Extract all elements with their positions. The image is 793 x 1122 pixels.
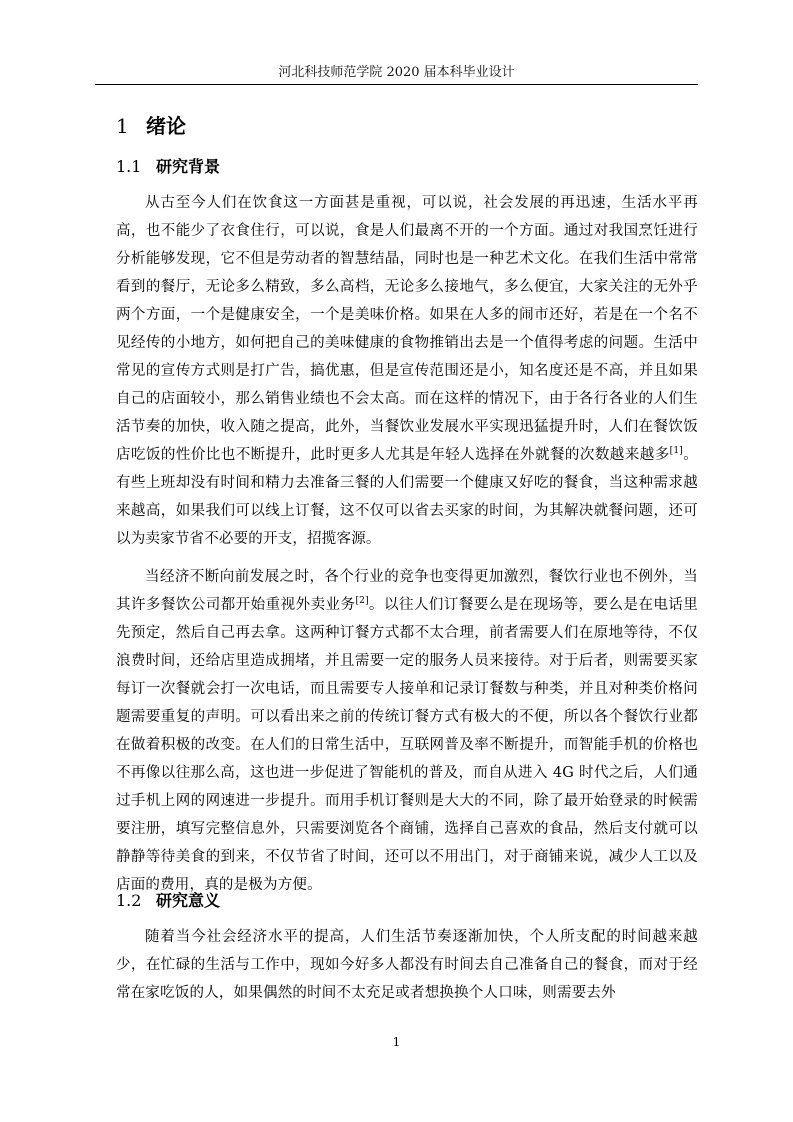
section-title: 研究意义 — [156, 891, 221, 910]
header-rule — [95, 84, 698, 85]
paragraph-text: 当经济不断向前发展之时，各个行业的竞争也变得更加激烈，餐饮行业也不例外，当其许多餐饮公司都开始重视外卖业务 — [116, 569, 698, 613]
paragraph-text: 从古至今人们在饮食这一方面甚是重视，可以说，社会发展的再迅速，生活水平再高，也不能少了衣食住行，可以说，食是人们最离不开的一个方面。通过对我国烹饪进行分析能够发现，它不但是劳动者的智慧结晶，同时也是一种艺术文化。在我们生活中常常看到的餐厅，无论多么精致，多么高档，无论多么接地气，多么便宜，大家关注的无外乎两个方面，一个是健康安全，一个是美味价格。如果在人多的闹市还好，若是在一个名不见经传的小地方，如何把自己的美味健康的食物推销出去是一个值得考虑的问题。生活中常见的宣传方式则是打广告，搞优惠，但是宣传范围还是小，知名度还是不高，并且如果自己的店面较小，那么销售业绩也不会太高。而在这样的情况下，由于各行各业的人们生活节奏的加快，收入随之提高，此外，当餐饮业发展水平实现迅猛提升时，人们在餐饮饭店吃饭的性价比也不断提升，此时更多人尤其是年轻人选择在外就餐的次数越来越多 — [116, 195, 698, 463]
section-number: 1.2 — [116, 891, 142, 910]
paragraph-text: 随着当今社会经济水平的提高，人们生活节奏逐渐加快，个人所支配的时间越来越少，在忙碌的生活与工作中，现如今好多人都没有时间去自己准备自己的餐食，而对于经常在家吃饭的人，如果偶然的时间不太充足或者想换换个人口味，则需要去外 — [116, 929, 698, 1001]
body-paragraph — [116, 189, 698, 553]
body-paragraph — [116, 563, 698, 899]
body-paragraph — [116, 923, 698, 1007]
citation-marker: [1] — [669, 446, 684, 457]
running-header: 河北科技师范学院 2020 届本科毕业设计 — [278, 65, 515, 80]
paragraph-text-continued: 。有些上班却没有时间和精力去准备三餐的人们需要一个健康又好吃的餐食，当这种需求越来越高，如果我们可以线上订餐，这不仅可以省去买家的时间，为其解决就餐问题，还可以为卖家节省不必要的开支，招揽客源。 — [116, 447, 698, 547]
page-number: 1 — [392, 1035, 401, 1049]
section-heading-1-2 — [116, 889, 220, 913]
section-number: 1.1 — [116, 157, 142, 176]
citation-marker: [2] — [355, 596, 369, 607]
section-title: 研究背景 — [156, 157, 221, 176]
chapter-title: 绪论 — [146, 114, 186, 138]
paragraph-text-continued: 。以往人们订餐要么是在现场等，要么是在电话里先预定，然后自己再去拿。这两种订餐方式都不太合理，前者需要人们在原地等待，不仅浪费时间，还给店里造成拥堵，并且需要一定的服务人员来接待。对于后者，则需要买家每订一次餐就会打一次电话，而且需要专人接单和记录订餐数与种类，并且对种类价格问题需要重复的声明。可以看出来之前的传统订餐方式有极大的不便，所以各个餐饮行业都在做着积极的改变。在人们的日常生活中，互联网普及率不断提升，而智能手机的价格也不再像以往那么高，这也进一步促进了智能机的普及，而自从进入 4G 时代之后，人们通过手机上网的网速进一步提升。而用手机订餐则是大大的不同，除了最开始登录的时候需要注册，填写完整信息外，只需要浏览各个商铺，选择自己喜欢的食品，然后支付就可以静静等待美食的到来，不仅节省了时间，还可以不用出门，对于商铺来说，减少人工以及店面的费用，真的是极为方便。 — [116, 597, 699, 893]
chapter-number: 1 — [116, 114, 129, 138]
chapter-heading — [116, 112, 186, 140]
section-heading-1-1 — [116, 155, 220, 179]
